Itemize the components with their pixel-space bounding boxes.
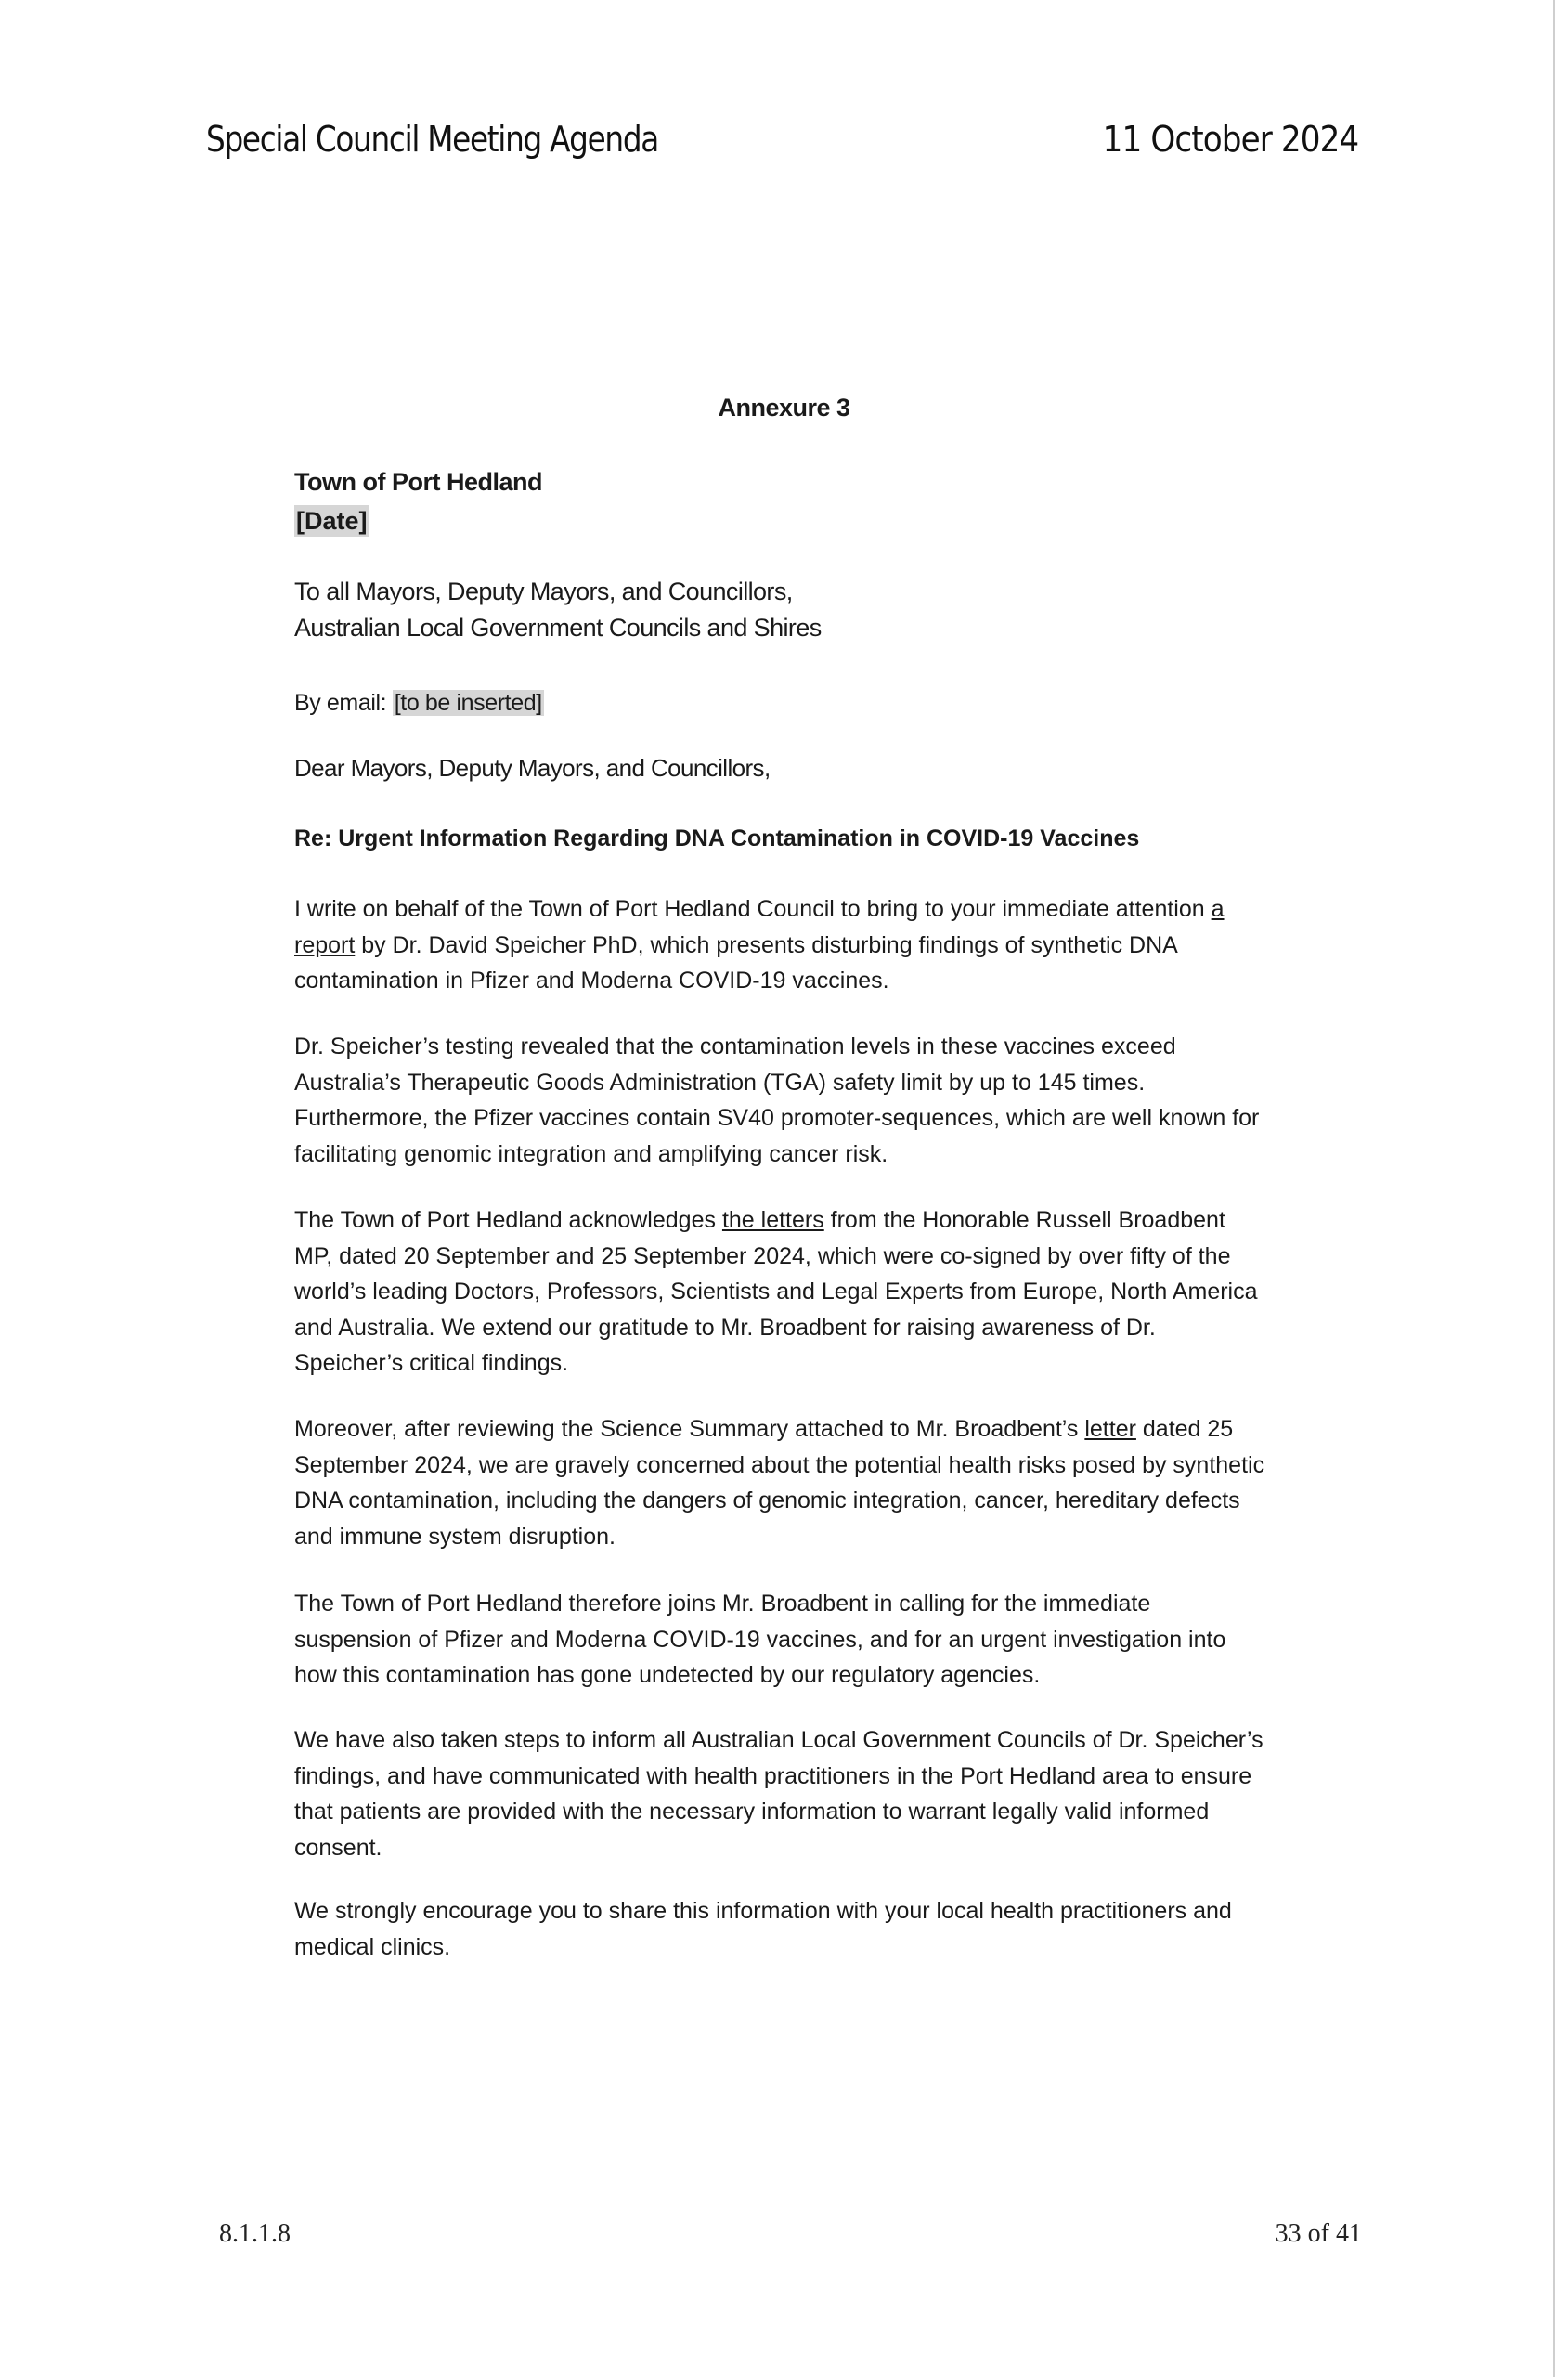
paragraph-3-text-b: from the Honorable Russell Broadbent MP, dated 20 September and 25 September 2024, which were co-signed by over fifty of the world’s leading Doctors, Professors, Scientists and Legal Experts from Europe, North America and Australia. We extend our gratitude to Mr. Broadbent for raising awareness of Dr. Speicher’s critical findings.: [294, 1207, 1258, 1376]
paragraph-4: [294, 1411, 1269, 1554]
paragraph-1-text-a: I write on behalf of the Town of Port Hedland Council to bring to your immediate attention: [294, 896, 1212, 922]
paragraph-3-text-a: The Town of Port Hedland acknowledges: [294, 1207, 722, 1233]
email-placeholder: [to be inserted]: [394, 690, 542, 716]
email-label: By email:: [294, 690, 393, 716]
salutation: Dear Mayors, Deputy Mayors, and Councillors,: [294, 754, 771, 782]
item-reference: 8.1.1.8: [219, 2219, 291, 2248]
paragraph-7: We strongly encourage you to share this information with your local health practitioners and medical clinics.: [294, 1898, 1232, 1960]
email-line: [294, 685, 1269, 721]
paragraph-1: [294, 891, 1269, 999]
subject-line: Re: Urgent Information Regarding DNA Contamination in COVID-19 Vaccines: [294, 825, 1140, 851]
paragraph-4-text-b: dated 25 September 2024, we are gravely concerned about the potential health risks posed by synthetic DNA contamination, including the dangers of genomic integration, cancer, hereditary defects and immune system disruption.: [294, 1416, 1265, 1550]
paragraph-4-text-a: Moreover, after reviewing the Science Summary attached to Mr. Broadbent’s: [294, 1416, 1085, 1442]
letters-link[interactable]: the letters: [721, 1207, 824, 1233]
date-placeholder: [Date]: [296, 507, 368, 535]
agenda-date: 11 October 2024: [1102, 119, 1358, 160]
report-link[interactable]: a report: [294, 896, 1225, 958]
page-number: 33 of 41: [1275, 2219, 1362, 2248]
paragraph-2: Dr. Speicher’s testing revealed that the contamination levels in these vaccines exceed Australia’s Therapeutic Goods Administration (TGA) safety limit by up to 145 times. Furthermore, the Pfizer vaccines contain SV40 promoter-sequences, which are well known for facilitating genomic integration and amplifying cancer risk.: [294, 1033, 1260, 1167]
paragraph-3: [294, 1202, 1269, 1382]
annexure-heading: Annexure 3: [718, 394, 850, 422]
letter-link[interactable]: letter: [1084, 1416, 1136, 1442]
paragraph-6: We have also taken steps to inform all Australian Local Government Councils of Dr. Speicher’s findings, and have communicated with health practitioners in the Port Hedland area to ensure that patients are provided with the necessary information to warrant legally valid informed consent.: [294, 1727, 1263, 1861]
agenda-title: Special Council Meeting Agenda: [206, 119, 659, 160]
paragraph-5: The Town of Port Hedland therefore joins Mr. Broadbent in calling for the immediate suspension of Pfizer and Moderna COVID-19 vaccines, and for an urgent investigation into how this contamination has gone undetected by our regulatory agencies.: [294, 1591, 1226, 1688]
addressee-block: [294, 574, 1269, 646]
addressee-line-2: Australian Local Government Councils and Shires: [294, 614, 822, 642]
sender-organisation: Town of Port Hedland: [294, 468, 542, 496]
addressee-line-1: To all Mayors, Deputy Mayors, and Councillors,: [294, 578, 793, 605]
page-edge: [1553, 0, 1555, 2377]
paragraph-1-text-b: by Dr. David Speicher PhD, which presents disturbing findings of synthetic DNA contamination in Pfizer and Moderna COVID-19 vaccines.: [294, 931, 1177, 994]
